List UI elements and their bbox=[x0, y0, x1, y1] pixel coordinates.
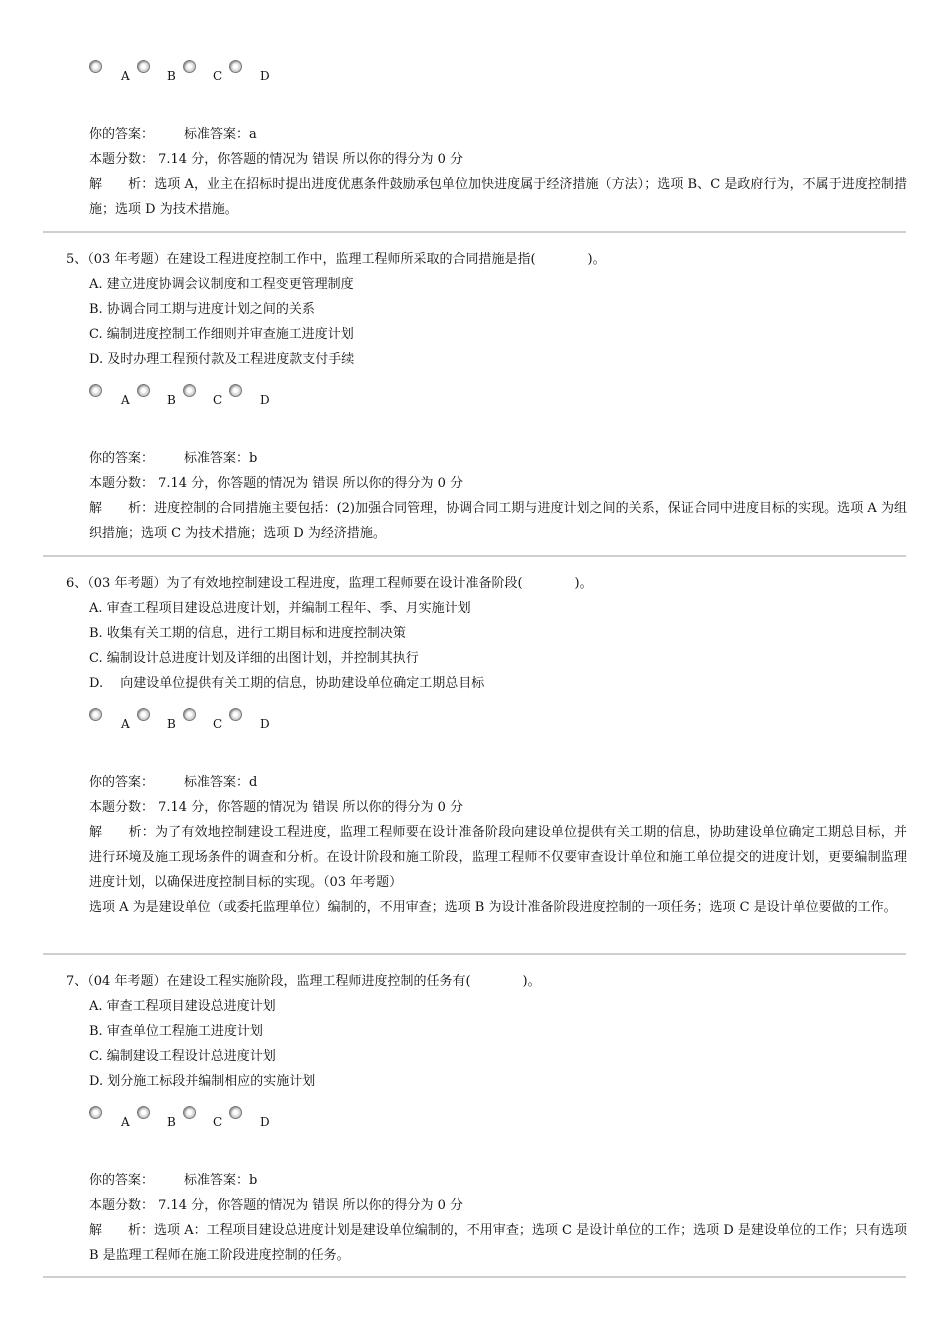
radio-a[interactable] bbox=[89, 708, 102, 721]
answer-radios bbox=[89, 708, 289, 748]
radio-d[interactable] bbox=[229, 1106, 242, 1119]
radio-label-a: A bbox=[121, 393, 130, 407]
radio-c[interactable] bbox=[183, 708, 196, 721]
radio-label-b: B bbox=[167, 1115, 176, 1129]
standard-answer-label: 标准答案： bbox=[184, 775, 250, 790]
standard-answer-value: a bbox=[249, 127, 257, 142]
radio-d[interactable] bbox=[229, 384, 242, 397]
your-answer-label: 你的答案： bbox=[89, 451, 155, 466]
radio-label-c: C bbox=[213, 393, 223, 407]
radio-a[interactable] bbox=[89, 60, 102, 73]
radio-b[interactable] bbox=[137, 384, 150, 397]
analysis-body: 进度控制的合同措施主要包括：(2)加强合同管理，协调合同工期与进度计划之间的关系，保证合同中进度目标的实现。选项 A 为组织措施；选项 C 为技术措施；选项 D 为经济措施。 bbox=[89, 501, 907, 541]
answer-line bbox=[89, 1168, 257, 1193]
radio-label-b: B bbox=[167, 69, 176, 83]
option-b: B. 审查单位工程施工进度计划 bbox=[89, 1024, 263, 1039]
standard-answer-value: d bbox=[249, 775, 258, 790]
score-line: 本题分数： 7.14 分，你答题的情况为 错误 所以你的得分为 0 分 bbox=[89, 1198, 464, 1213]
radio-a[interactable] bbox=[89, 1106, 102, 1119]
radio-b[interactable] bbox=[137, 1106, 150, 1119]
option-a: A. 审查工程项目建设总进度计划 bbox=[89, 999, 276, 1014]
analysis-text bbox=[89, 1218, 907, 1268]
analysis-label: 解 析： bbox=[89, 825, 155, 840]
your-answer-label: 你的答案： bbox=[89, 1173, 155, 1188]
answer-line bbox=[89, 122, 257, 147]
analysis-body: 选项 A：工程项目建设总进度计划是建设单位编制的，不用审查；选项 C 是设计单位的工作；选项 D 是建设单位的工作；只有选项 B 是监理工程师在施工阶段进度控制的任务。 bbox=[89, 1223, 907, 1263]
separator bbox=[43, 231, 906, 233]
radio-d[interactable] bbox=[229, 708, 242, 721]
option-b: B. 协调合同工期与进度计划之间的关系 bbox=[89, 302, 315, 317]
option-d: D. 及时办理工程预付款及工程进度款支付手续 bbox=[89, 352, 355, 367]
answer-radios bbox=[89, 384, 289, 424]
radio-label-b: B bbox=[167, 717, 176, 731]
answer-radios bbox=[89, 1106, 289, 1146]
radio-label-d: D bbox=[260, 393, 270, 407]
analysis-label: 解 析： bbox=[89, 177, 155, 192]
question-title: 5、（03 年考题）在建设工程进度控制工作中，监理工程师所采取的合同措施是指( )。 bbox=[66, 252, 606, 267]
option-c: C. 编制进度控制工作细则并审查施工进度计划 bbox=[89, 327, 354, 342]
radio-label-b: B bbox=[167, 393, 176, 407]
separator bbox=[43, 953, 906, 955]
radio-label-d: D bbox=[260, 717, 270, 731]
question-title: 7、（04 年考题）在建设工程实施阶段，监理工程师进度控制的任务有( )。 bbox=[66, 974, 541, 989]
radio-c[interactable] bbox=[183, 1106, 196, 1119]
standard-answer-label: 标准答案： bbox=[184, 451, 250, 466]
analysis-text bbox=[89, 820, 907, 920]
answer-line bbox=[89, 770, 257, 795]
answer-line bbox=[89, 446, 257, 471]
score-line: 本题分数： 7.14 分，你答题的情况为 错误 所以你的得分为 0 分 bbox=[89, 476, 464, 491]
analysis-body-2: 选项 A 为是建设单位（或委托监理单位）编制的，不用审查；选项 B 为设计准备阶段进度控制的一项任务；选项 C 是设计单位要做的工作。 bbox=[89, 900, 897, 915]
analysis-body: 选项 A，业主在招标时提出进度优惠条件鼓励承包单位加快进度属于经济措施（方法）；选项 B、C 是政府行为，不属于进度控制措施；选项 D 为技术措施。 bbox=[89, 177, 907, 217]
option-d: D. 划分施工标段并编制相应的实施计划 bbox=[89, 1074, 316, 1089]
analysis-label: 解 析： bbox=[89, 501, 155, 516]
radio-label-a: A bbox=[121, 717, 130, 731]
analysis-text bbox=[89, 172, 907, 222]
radio-label-a: A bbox=[121, 69, 130, 83]
radio-label-d: D bbox=[260, 1115, 270, 1129]
score-line: 本题分数： 7.14 分，你答题的情况为 错误 所以你的得分为 0 分 bbox=[89, 800, 464, 815]
analysis-body: 为了有效地控制建设工程进度，监理工程师要在设计准备阶段向建设单位提供有关工期的信息，协助建设单位确定工期总目标，并进行环境及施工现场条件的调查和分析。在设计阶段和施工阶段，监理工程师不仅要审查设计单位和施工单位提交的进度计划，更要编制监理进度计划，以确保进度控制目标的实现。（03 年考题） bbox=[89, 825, 907, 890]
your-answer-label: 你的答案： bbox=[89, 127, 155, 142]
option-c: C. 编制建设工程设计总进度计划 bbox=[89, 1049, 276, 1064]
answer-radios bbox=[89, 60, 289, 100]
separator bbox=[43, 555, 906, 557]
standard-answer-label: 标准答案： bbox=[184, 127, 250, 142]
radio-label-c: C bbox=[213, 69, 223, 83]
radio-d[interactable] bbox=[229, 60, 242, 73]
standard-answer-value: b bbox=[249, 1173, 258, 1188]
question-title: 6、（03 年考题）为了有效地控制建设工程进度，监理工程师要在设计准备阶段( )。 bbox=[66, 576, 593, 591]
standard-answer-label: 标准答案： bbox=[184, 1173, 250, 1188]
radio-label-c: C bbox=[213, 1115, 223, 1129]
radio-label-d: D bbox=[260, 69, 270, 83]
analysis-text bbox=[89, 496, 907, 546]
radio-b[interactable] bbox=[137, 60, 150, 73]
separator bbox=[43, 1276, 906, 1278]
standard-answer-value: b bbox=[249, 451, 258, 466]
radio-c[interactable] bbox=[183, 60, 196, 73]
radio-c[interactable] bbox=[183, 384, 196, 397]
option-a: A. 审查工程项目建设总进度计划，并编制工程年、季、月实施计划 bbox=[89, 601, 471, 616]
your-answer-label: 你的答案： bbox=[89, 775, 155, 790]
radio-a[interactable] bbox=[89, 384, 102, 397]
analysis-label: 解 析： bbox=[89, 1223, 155, 1238]
option-d: D. 向建设单位提供有关工期的信息，协助建设单位确定工期总目标 bbox=[89, 676, 485, 691]
score-line: 本题分数： 7.14 分，你答题的情况为 错误 所以你的得分为 0 分 bbox=[89, 152, 464, 167]
radio-b[interactable] bbox=[137, 708, 150, 721]
option-b: B. 收集有关工期的信息，进行工期目标和进度控制决策 bbox=[89, 626, 406, 641]
option-a: A. 建立进度协调会议制度和工程变更管理制度 bbox=[89, 277, 354, 292]
option-c: C. 编制设计总进度计划及详细的出图计划，并控制其执行 bbox=[89, 651, 419, 666]
radio-label-c: C bbox=[213, 717, 223, 731]
radio-label-a: A bbox=[121, 1115, 130, 1129]
